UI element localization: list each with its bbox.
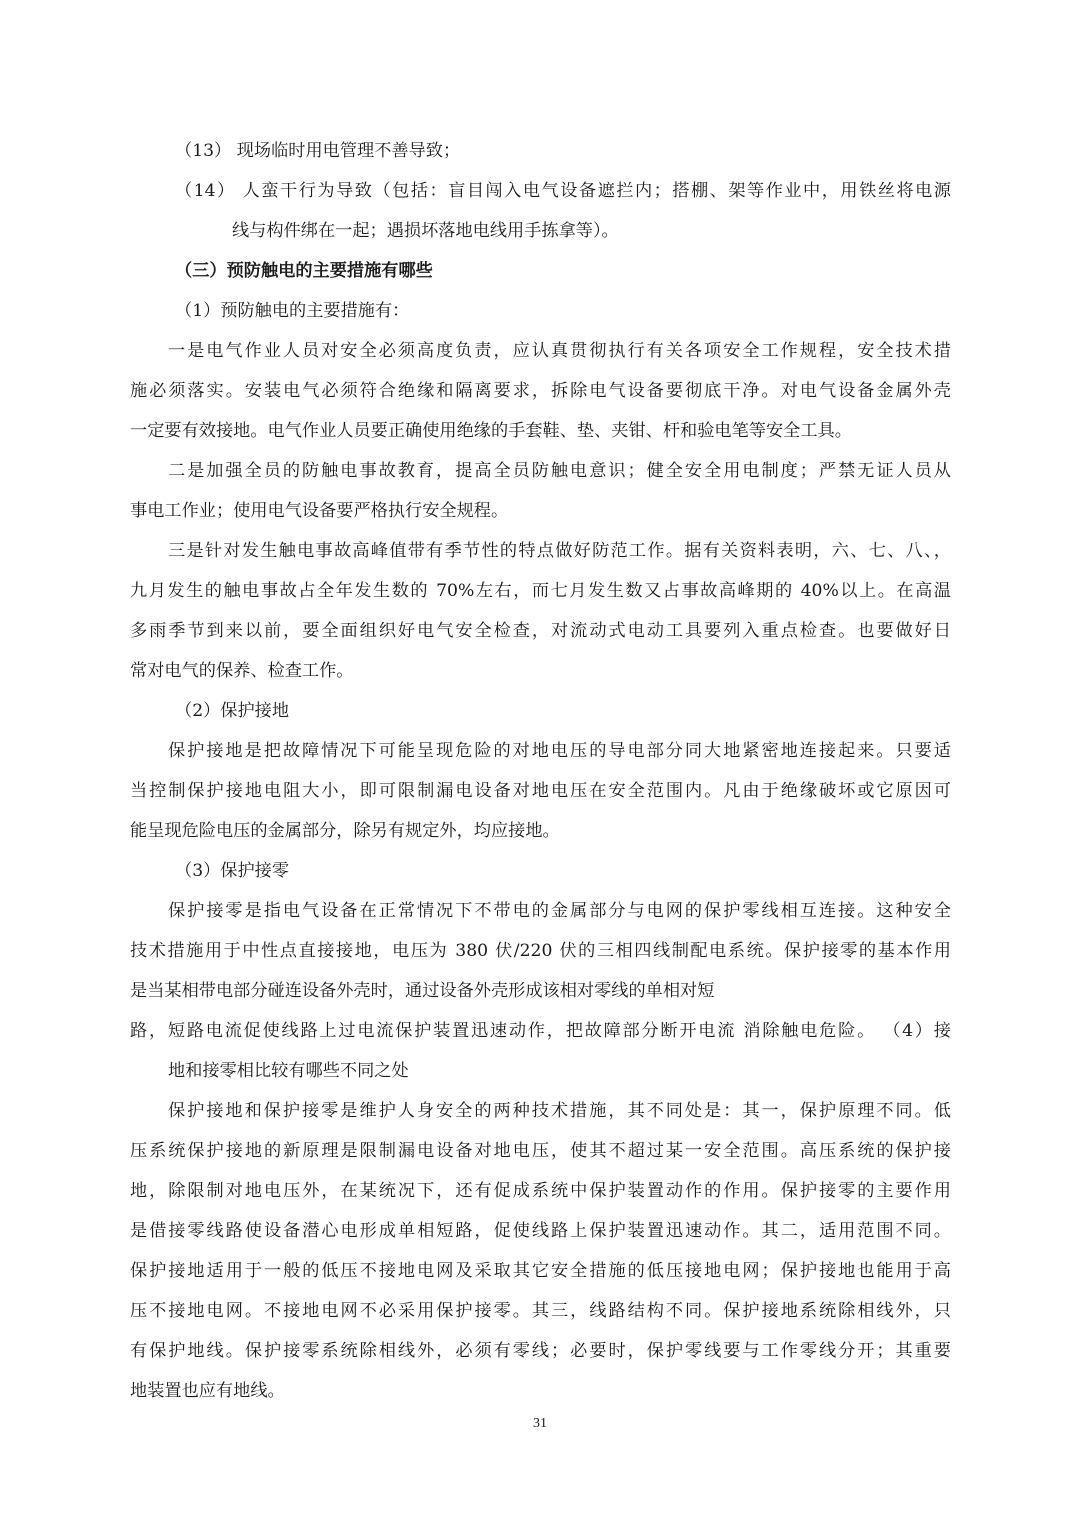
paragraph-line: 多雨季节到来以前，要全面组织好电气安全检查，对流动式电动工具要列入重点检查。也要做好日 — [130, 621, 951, 641]
list-item-14: （14） 人蛮干行为导致（包括：盲目闯入电气设备遮拦内；搭棚、架等作业中，用铁丝将电源 — [175, 181, 951, 201]
paragraph-line: 技术措施用于中性点直接接地，电压为 380 伏/220 伏的三相四线制配电系统。保护接零的基本作用 — [130, 941, 951, 961]
paragraph-line: 三是针对发生触电事故高峰值带有季节性的特点做好防范工作。据有关资料表明，六、七、八、， — [168, 541, 951, 561]
list-item-13: （13） 现场临时用电管理不善导致； — [175, 141, 461, 161]
paragraph-line: 压不接地电网。不接地电网不必采用保护接零。其三，线路结构不同。保护接地系统除相线外，只 — [130, 1301, 951, 1321]
subheading-3: （3）保护接零 — [175, 861, 290, 881]
paragraph-line: 九月发生的触电事故占全年发生数的 70%左右，而七月发生数又占事故高峰期的 40%以上。在高温 — [130, 581, 951, 601]
paragraph-line: 一是电气作业人员对安全必须高度负责，应认真贯彻执行有关各项安全工作规程，安全技术措 — [168, 341, 951, 361]
paragraph-line: 保护接地和保护接零是维护人身安全的两种技术措施，其不同处是：其一，保护原理不同。低 — [168, 1101, 951, 1121]
paragraph-line: 地装置也应有地线。 — [130, 1381, 285, 1401]
paragraph-line: 能呈现危险电压的金属部分，除另有规定外，均应接地。 — [130, 821, 560, 841]
list-item-14-cont: 线与构件绑在一起；遇损坏落地电线用手拣拿等）。 — [232, 221, 619, 241]
paragraph-line: 常对电气的保养、检查工作。 — [130, 661, 354, 681]
paragraph-line: 保护接地适用于一般的低压不接地电网及采取其它安全措施的低压接地电网；保护接地也能用于高 — [130, 1261, 951, 1281]
paragraph-line: 是当某相带电部分碰连设备外壳时，通过设备外壳形成该相对零线的单相对短 — [130, 981, 715, 1001]
subheading-2: （2）保护接地 — [175, 701, 290, 721]
paragraph-line: 保护接地是把故障情况下可能呈现危险的对地电压的导电部分同大地紧密地连接起来。只要适 — [168, 741, 951, 761]
paragraph-line: 压系统保护接地的新原理是限制漏电设备对地电压，使其不超过某一安全范围。高压系统的保护接 — [130, 1141, 951, 1161]
paragraph-line: 地，除限制对地电压外，在某统况下，还有促成系统中保护装置动作的作用。保护接零的主要作用 — [130, 1181, 951, 1201]
subheading-1: （1）预防触电的主要措施有： — [175, 301, 410, 321]
subheading-4-cont: 地和接零相比较有哪些不同之处 — [168, 1061, 409, 1081]
paragraph-line: 是借接零线路使设备潜心电形成单相短路，促使线路上保护装置迅速动作。其二，适用范围不同。 — [130, 1221, 951, 1241]
section-heading: （三）预防触电的主要措施有哪些 — [175, 261, 433, 281]
page-number: 31 — [533, 1416, 547, 1431]
paragraph-line: 有保护地线。保护接零系统除相线外，必须有零线；必要时，保护零线要与工作零线分开；其重要 — [130, 1341, 951, 1361]
paragraph-line: 施必须落实。安装电气必须符合绝缘和隔离要求，拆除电气设备要彻底干净。对电气设备金属外壳 — [130, 381, 951, 401]
paragraph-line: 一定要有效接地。电气作业人员要正确使用绝缘的手套鞋、垫、夹钳、杆和验电笔等安全工具。 — [130, 421, 852, 441]
paragraph-line: 保护接零是指电气设备在正常情况下不带电的金属部分与电网的保护零线相互连接。这种安全 — [168, 901, 951, 921]
paragraph-line: 事电工作业；使用电气设备要严格执行安全规程。 — [130, 501, 509, 521]
paragraph-line: 路，短路电流促使线路上过电流保护装置迅速动作，把故障部分断开电流 消除触电危险。 （4）接 — [130, 1021, 951, 1041]
paragraph-line: 二是加强全员的防触电事故教育，提高全员防触电意识；健全安全用电制度；严禁无证人员从 — [168, 461, 951, 481]
paragraph-line: 当控制保护接地电阻大小，即可限制漏电设备对地电压在安全范围内。凡由于绝缘破坏或它原因可 — [130, 781, 951, 801]
